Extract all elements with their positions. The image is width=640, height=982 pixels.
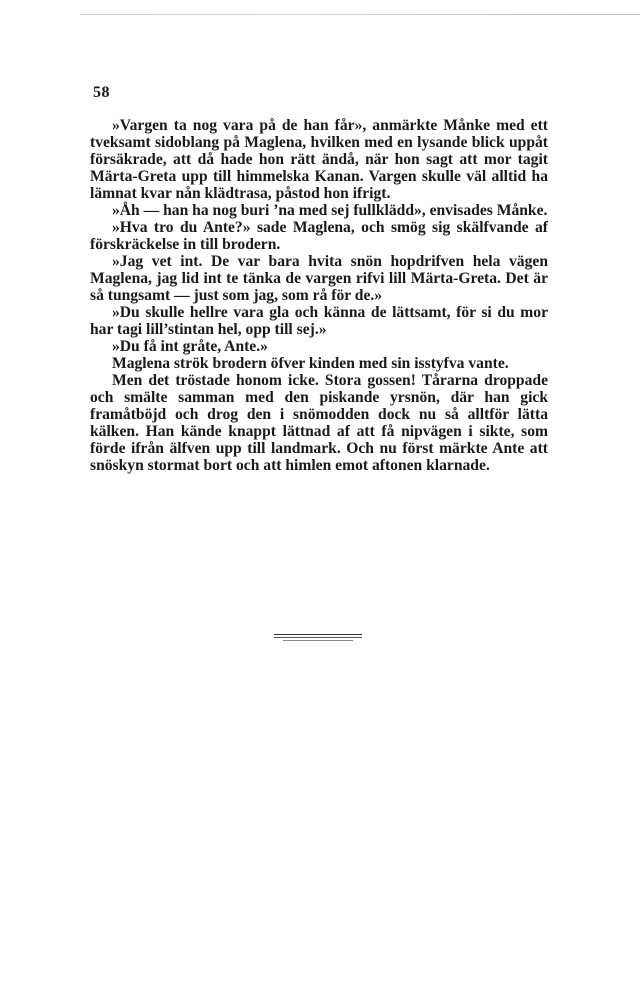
paragraph: Men det tröstade honom icke. Stora gossen! Tårarna droppade och smälte samman med den piskande yrsnön, där han gick framåtböjd och drog den i snömodden dock nu så alltför lätta kälken. Han kände knappt lättnad af att få nipvägen i sikte, som förde ifrån älfven upp till landmark. Och nu först märkte Ante att snöskyn stormat bort och att himlen emot aftonen klarnade. [90,372,548,474]
top-edge-rule [80,14,640,15]
paragraph: »Du få int gråte, Ante.» [112,338,268,355]
paragraph: »Åh — han ha nog buri ’na med sej fullklädd», envisades Månke. [112,202,548,219]
body-text [90,117,548,474]
paragraph: »Du skulle hellre vara gla och känna de lättsamt, för si du mor har tagi lill’stintan hel, opp till sej.» [90,304,548,338]
paragraph: »Vargen ta nog vara på de han får», anmärkte Månke med ett tveksamt sidoblang på Maglena, hvilken med en lysande blick uppåt försäkrade, att då hade hon rätt ändå, när hon sagt att mor tagit Märta-Greta upp till himmelska Kanan. Vargen skulle väl alltid ha lämnat kvar nån klädtrasa, påstod hon ifrigt. [90,117,548,202]
paragraph: Maglena strök brodern öfver kinden med sin isstyfva vante. [112,355,509,372]
ornament-line [274,634,362,635]
page-number: 58 [93,84,110,101]
chapter-end-ornament [274,634,362,641]
ornament-line [274,637,362,638]
paragraph: »Jag vet int. De var bara hvita snön hopdrifven hela vägen Maglena, jag lid int te tänka de vargen rifvi lill Märta-Greta. Det är så tungsamt — just som jag, som rå för de.» [90,253,548,304]
ornament-line [283,640,353,641]
paragraph: »Hva tro du Ante?» sade Maglena, och smög sig skälfvande af förskräckelse in till brodern. [90,219,548,253]
